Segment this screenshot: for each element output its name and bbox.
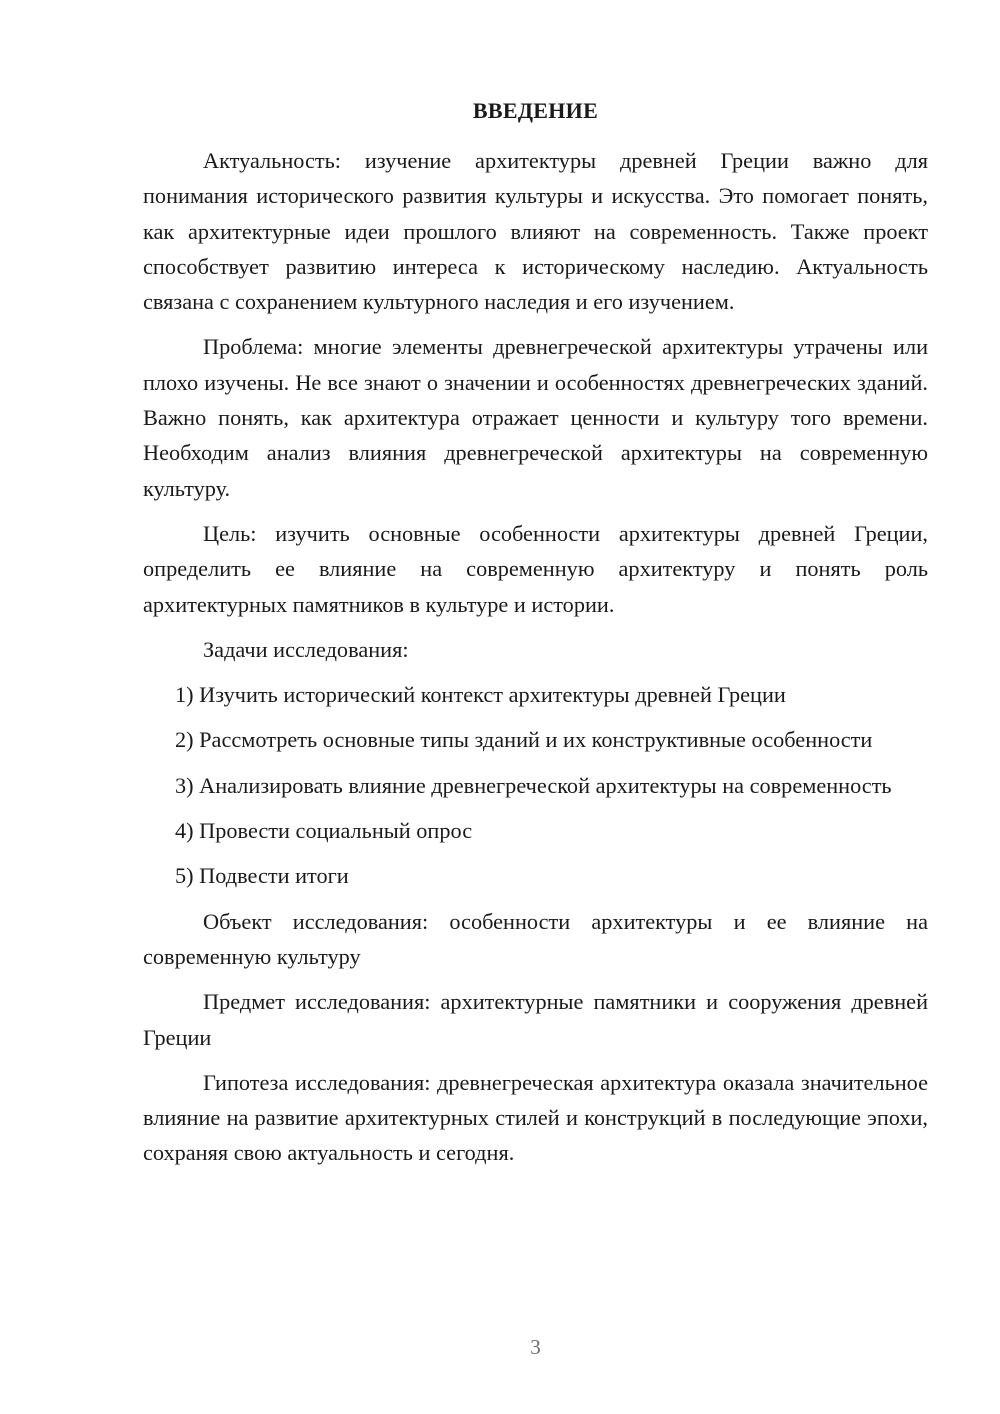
document-body bbox=[143, 143, 928, 1171]
task-item-2: 2) Рассмотреть основные типы зданий и их конструктивные особенности bbox=[175, 727, 873, 753]
task-item-3: 3) Анализировать влияние древнегреческой архитектуры на современность bbox=[175, 772, 892, 798]
document-page bbox=[143, 0, 928, 1414]
paragraph-hypothesis: Гипотеза исследования: древнегреческая архитектура оказала значительное влияние на развитие архитектурных стилей и конструкций в последующие эпохи, сохраняя свою актуальность и сегодня. bbox=[143, 1069, 928, 1166]
paragraph-object: Объект исследования: особенности архитектуры и ее влияние на современную культуру bbox=[143, 908, 928, 969]
paragraph-subject: Предмет исследования: архитектурные памятники и сооружения древней Греции bbox=[143, 989, 928, 1050]
paragraph-relevance: Актуальность: изучение архитектуры древней Греции важно для понимания исторического развития культуры и искусства. Это помогает понять, как архитектурные идеи прошлого влияют на современность. Также проект способствует развитию интереса к историческому наследию. Актуальность связана с сохранением культурного наследия и его изучением. bbox=[143, 148, 928, 315]
tasks-heading: Задачи исследования: bbox=[203, 636, 409, 662]
page-title: ВВЕДЕНИЕ bbox=[472, 98, 599, 123]
task-item-5: 5) Подвести итоги bbox=[175, 863, 349, 889]
task-item-4: 4) Провести социальный опрос bbox=[175, 818, 473, 844]
paragraph-problem: Проблема: многие элементы древнегреческой архитектуры утрачены или плохо изучены. Не все знают о значении и особенностях древнегреческих зданий. Важно понять, как архитектура отражает ценности и культуру того времени. Необходим анализ влияния древнегреческой архитектуры на современную культуру. bbox=[143, 334, 928, 501]
page-number: 3 bbox=[530, 1335, 541, 1359]
task-item-1: 1) Изучить исторический контекст архитектуры древней Греции bbox=[175, 682, 786, 708]
paragraph-goal: Цель: изучить основные особенности архитектуры древней Греции, определить ее влияние на современную архитектуру и понять роль архитектурных памятников в культуре и истории. bbox=[143, 520, 928, 617]
